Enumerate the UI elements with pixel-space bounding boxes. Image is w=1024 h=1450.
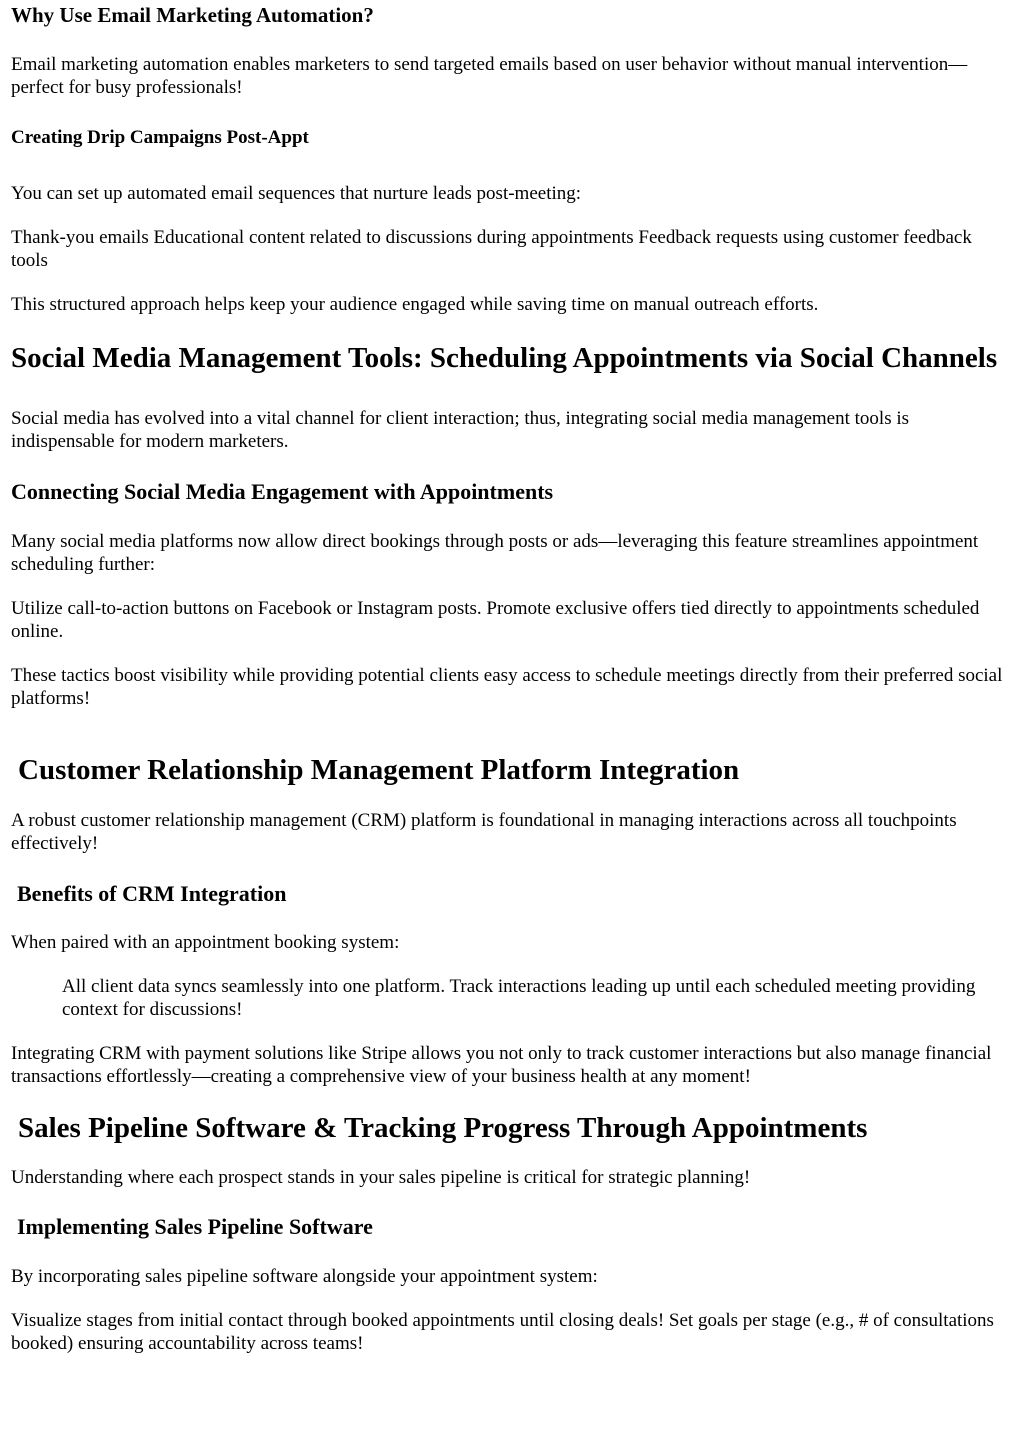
- social-engagement-heading: Connecting Social Media Engagement with Appointments: [11, 478, 554, 504]
- pipeline-software-heading: Implementing Sales Pipeline Software: [17, 1213, 373, 1239]
- social-engagement-items: Utilize call-to-action buttons on Facebook or Instagram posts. Promote exclusive offers tied directly to appointments scheduled online.: [11, 597, 980, 642]
- sales-pipeline-heading: Sales Pipeline Software & Tracking Progress Through Appointments: [18, 1111, 868, 1144]
- social-engagement-lead: Many social media platforms now allow direct bookings through posts or ads—leveraging this feature streamlines appointment scheduling further:: [11, 530, 979, 575]
- drip-campaigns-items: Thank-you emails Educational content related to discussions during appointments Feedback requests using customer feedback tools: [11, 226, 972, 271]
- pipeline-software-items: Visualize stages from initial contact through booked appointments until closing deals! Set goals per stage (e.g., # of consultations booked) ensuring accountability across teams!: [11, 1309, 994, 1354]
- drip-campaigns-heading: Creating Drip Campaigns Post-Appt: [11, 127, 309, 148]
- email-automation-heading: Why Use Email Marketing Automation?: [11, 3, 374, 27]
- drip-campaigns-lead: You can set up automated email sequences that nurture leads post-meeting:: [11, 182, 582, 204]
- sales-pipeline-intro: Understanding where each prospect stands in your sales pipeline is critical for strategic planning!: [11, 1166, 751, 1188]
- crm-benefits-closing: Integrating CRM with payment solutions like Stripe allows you not only to track customer interactions but also manage financial transactions effortlessly—creating a comprehensive view of your business health at any moment!: [11, 1042, 992, 1087]
- crm-benefits-items: All client data syncs seamlessly into one platform. Track interactions leading up until each scheduled meeting providing context for discussions!: [62, 975, 976, 1020]
- crm-intro: A robust customer relationship management (CRM) platform is foundational in managing interactions across all touchpoints effectively!: [11, 809, 957, 854]
- crm-heading: Customer Relationship Management Platform Integration: [18, 753, 740, 786]
- drip-campaigns-closing: This structured approach helps keep your audience engaged while saving time on manual outreach efforts.: [11, 293, 819, 315]
- crm-benefits-lead: When paired with an appointment booking system:: [11, 931, 400, 953]
- social-media-heading: Social Media Management Tools: Scheduling Appointments via Social Channels: [11, 341, 998, 374]
- pipeline-software-lead: By incorporating sales pipeline software alongside your appointment system:: [11, 1265, 598, 1287]
- social-media-intro: Social media has evolved into a vital channel for client interaction; thus, integrating social media management tools is indispensable for modern marketers.: [11, 407, 910, 452]
- email-automation-intro: Email marketing automation enables marketers to send targeted emails based on user behavior without manual intervention—perfect for busy professionals!: [11, 54, 968, 98]
- social-engagement-closing: These tactics boost visibility while providing potential clients easy access to schedule meetings directly from their preferred social platforms!: [11, 664, 1003, 709]
- article: [0, 2, 1024, 1355]
- crm-benefits-heading: Benefits of CRM Integration: [17, 880, 287, 906]
